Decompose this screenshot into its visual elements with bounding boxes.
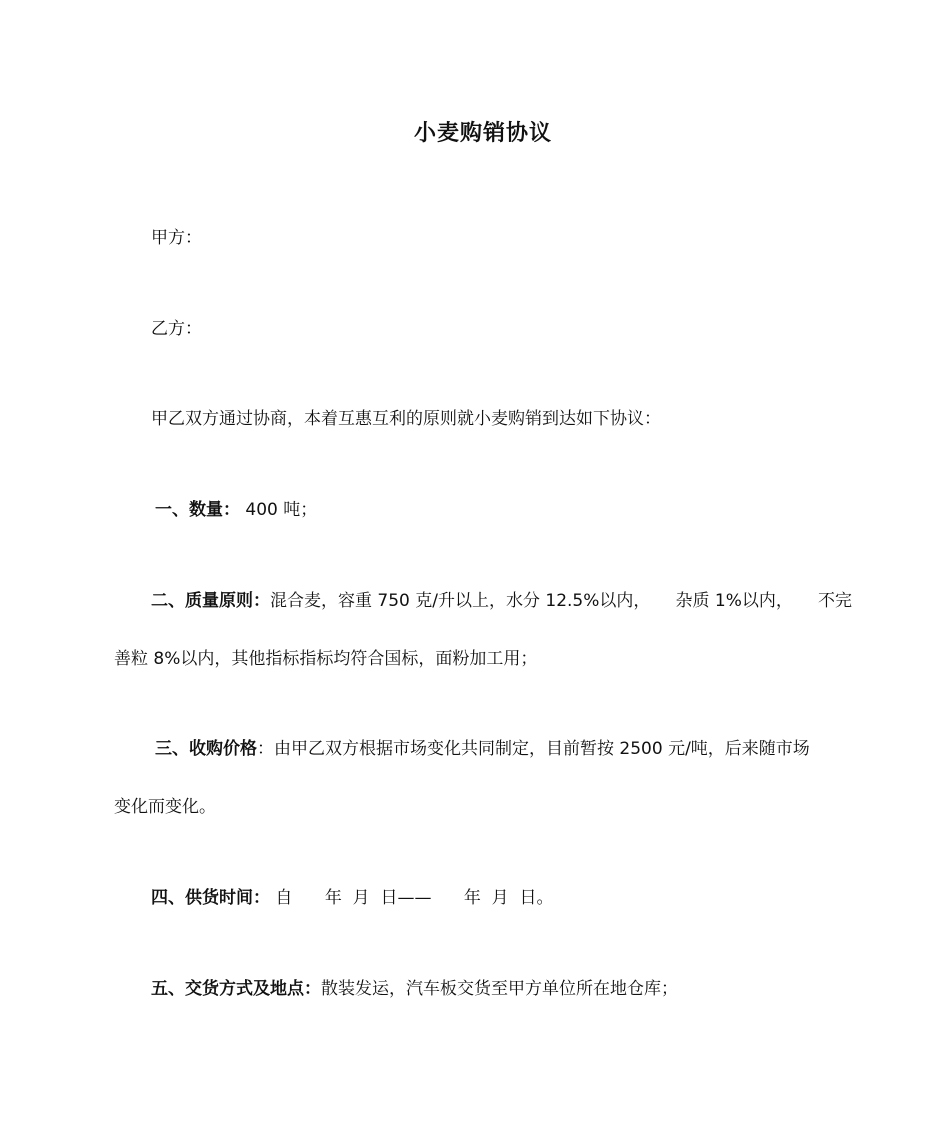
- clause-heading: 五、交货方式及地点：: [151, 979, 321, 999]
- clause-text: 自 年 月 日—— 年 月 日。: [275, 888, 554, 908]
- intro-paragraph: 甲乙双方通过协商，本着互惠互利的原则就小麦购销到达如下协议：: [151, 409, 661, 429]
- clause-quantity: [155, 498, 317, 522]
- clause-heading: 三、收购价格: [155, 739, 257, 759]
- clause-text: ：由甲乙双方根据市场变化共同制定，目前暂按 2500 元/吨，后来随市场: [257, 739, 810, 759]
- clause-text-part: 杂质 1%以内，: [675, 591, 793, 611]
- clause-price-line2: 变化而变化。: [114, 797, 216, 817]
- document-title: 小麦购销协议: [413, 121, 552, 146]
- clause-heading: 二、质量原则：: [151, 591, 270, 611]
- clause-delivery: [151, 977, 678, 1001]
- clause-text-part: 混合麦，容重 750 克/升以上，水分 12.5%以内，: [270, 591, 651, 611]
- party-a-label: 甲方：: [151, 228, 202, 248]
- party-b-label: 乙方：: [151, 319, 202, 339]
- clause-quality-line1: [114, 589, 852, 613]
- clause-price-line1: [155, 737, 810, 761]
- clause-supply-time: [151, 886, 553, 910]
- clause-text-part: 不完: [818, 591, 852, 611]
- clause-quality-line2: 善粒 8%以内，其他指标指标均符合国标，面粉加工用；: [114, 649, 538, 669]
- clause-heading: 一、数量：: [155, 500, 240, 520]
- clause-text: 400 吨；: [245, 500, 318, 520]
- clause-text: 散装发运，汽车板交货至甲方单位所在地仓库；: [321, 979, 678, 999]
- clause-heading: 四、供货时间：: [151, 888, 270, 908]
